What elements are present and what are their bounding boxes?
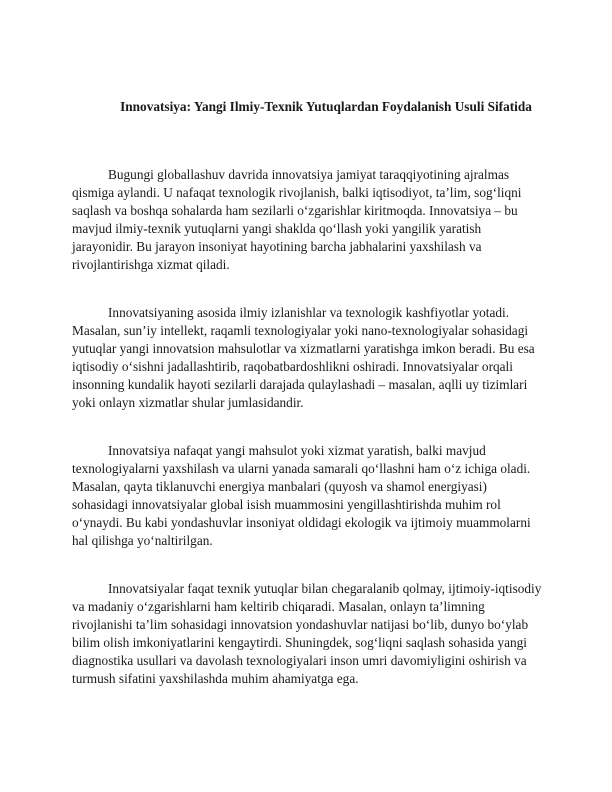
document-title: Innovatsiya: Yangi Ilmiy-Texnik Yutuqlardan Foydalanish Usuli Sifatida (120, 99, 532, 114)
paragraph-2: Innovatsiyaning asosida ilmiy izlanishlar va texnologik kashfiyotlar yotadi. Masalan, sun’iy intellekt, raqamli texnologiyalar yoki nano-texnologiyalar sohasidagi yutuqlar yangi innovatsion mahsulotlar va xizmatlarni yaratishga imkon beradi. Bu esa iqtisodiy o‘sishni jadallashtirib, raqobatbardoshlikni oshiradi. Innovatsiyalar orqali insonning kundalik hayoti sezilarli darajada qulaylashadi – masalan, aqlli uy tizimlari yoki onlayn xizmatlar shular jumlasidandir. (72, 305, 535, 410)
paragraph-3: Innovatsiya nafaqat yangi mahsulot yoki xizmat yaratish, balki mavjud texnologiyalarni yaxshilash va ularni yanada samarali qo‘llashni ham o‘z ichiga oladi. Masalan, qayta tiklanuvchi energiya manbalari (quyosh va shamol energiyasi) sohasidagi innovatsiyalar global isish muammosini yengillashtirishda muhim rol o‘ynaydi. Bu kabi yondashuvlar insoniyat oldidagi ekologik va ijtimoiy muammolarni hal qilishga yo‘naltirilgan. (72, 443, 531, 548)
paragraph-1: Bugungi globallashuv davrida innovatsiya jamiyat taraqqiyotining ajralmas qismiga aylandi. U nafaqat texnologik rivojlanish, balki iqtisodiyot, ta’lim, sog‘liqni saqlash va boshqa sohalarda ham sezilarli o‘zgarishlar kiritmoqda. Innovatsiya – bu mavjud ilmiy-texnik yutuqlarni yangi shaklda qo‘llash yoki yangilik yaratish jarayonidir. Bu jarayon insoniyat hayotining barcha jabhalarini yaxshilash va rivojlantirishga xizmat qiladi. (72, 167, 522, 272)
paragraph-4: Innovatsiyalar faqat texnik yutuqlar bilan chegaralanib qolmay, ijtimoiy-iqtisodiy va madaniy o‘zgarishlarni ham keltirib chiqaradi. Masalan, onlayn ta’limning rivojlanishi ta’lim sohasidagi innovatsion yondashuvlar natijasi bo‘lib, dunyo bo‘ylab bilim olish imkoniyatlarini kengaytirdi. Shuningdek, sog‘liqni saqlash sohasida yangi diagnostika usullari va davolash texnologiyalari inson umri davomiyligini oshirish va turmush sifatini yaxshilashda muhim ahamiyatga ega. (72, 581, 542, 686)
